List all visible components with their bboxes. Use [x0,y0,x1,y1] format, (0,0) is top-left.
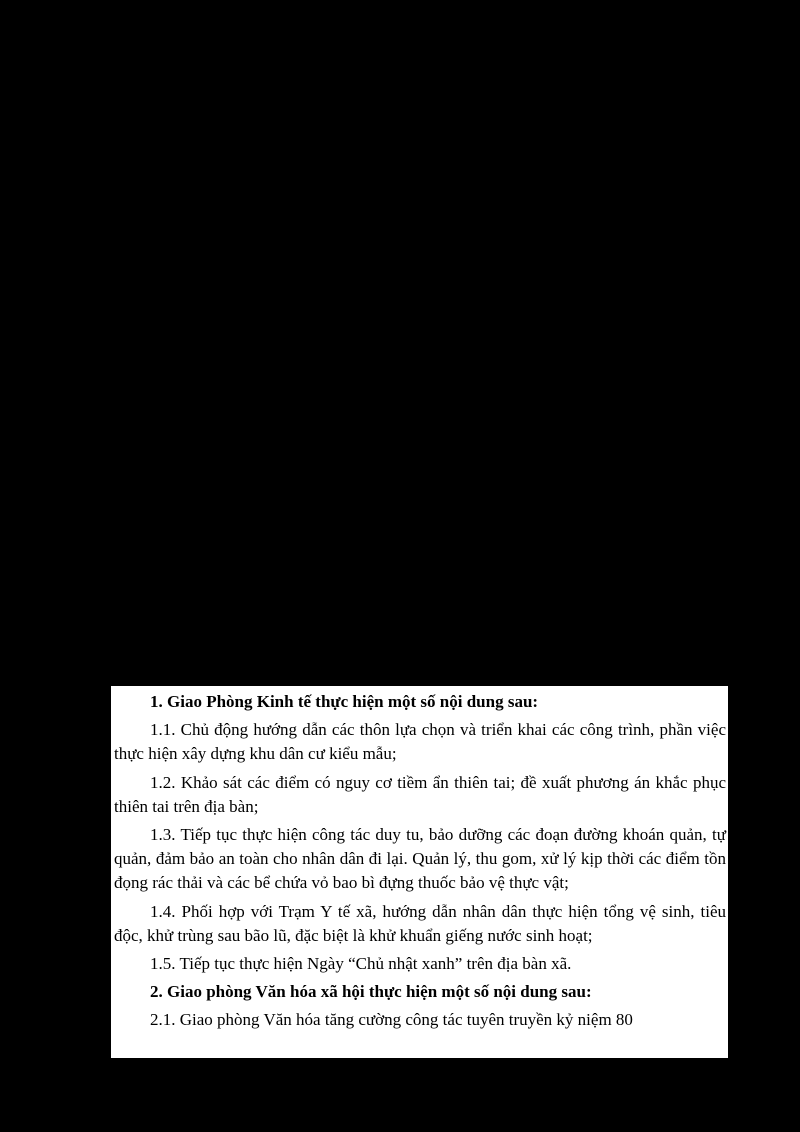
document-body [111,686,728,1033]
paragraph-2-1: 2.1. Giao phòng Văn hóa tăng cường công tác tuyên truyền kỷ niệm 80 [150,1010,633,1030]
document-page [111,686,728,1058]
section-heading-culture: 2. Giao phòng Văn hóa xã hội thực hiện một số nội dung sau: [150,982,592,1002]
section-heading-economic: 1. Giao Phòng Kinh tế thực hiện một số nội dung sau: [150,692,539,711]
paragraph-1-1: 1.1. Chủ động hướng dẫn các thôn lựa chọn và triển khai các công trình, phần việc thực hiện xây dựng khu dân cư kiểu mẫu; [114,720,726,764]
paragraph-1-3: 1.3. Tiếp tục thực hiện công tác duy tu, bảo dưỡng các đoạn đường khoán quản, tự quản, đảm bảo an toàn cho nhân dân đi lại. Quản lý, thu gom, xử lý kịp thời các điểm tồn đọng rác thải và các bể chứa vỏ bao bì đựng thuốc bảo vệ thực vật; [114,825,726,893]
paragraph-1-5: 1.5. Tiếp tục thực hiện Ngày “Chủ nhật xanh” trên địa bàn xã. [150,954,572,974]
paragraph-1-4: 1.4. Phối hợp với Trạm Y tế xã, hướng dẫn nhân dân thực hiện tổng vệ sinh, tiêu độc, khử trùng sau bão lũ, đặc biệt là khử khuẩn giếng nước sinh hoạt; [114,901,726,945]
paragraph-1-2: 1.2. Khảo sát các điểm có nguy cơ tiềm ẩn thiên tai; đề xuất phương án khắc phục thiên tai trên địa bàn; [114,772,726,816]
